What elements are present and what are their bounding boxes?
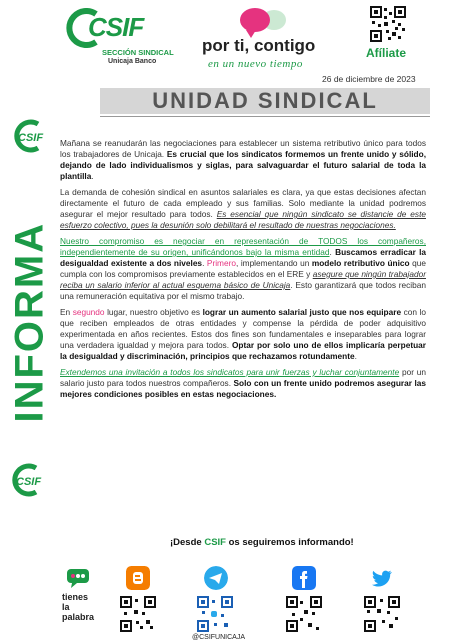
slogan-sub: en un nuevo tiempo bbox=[208, 58, 303, 70]
telegram-icon[interactable] bbox=[204, 566, 228, 590]
qr-code-afiliate-icon[interactable] bbox=[370, 6, 406, 42]
slogan-block bbox=[200, 6, 340, 76]
speech-bubble-icon bbox=[240, 8, 270, 32]
logo-bank: Unicaja Banco bbox=[108, 58, 157, 65]
logo-word: CSIF bbox=[88, 12, 144, 42]
side-logo-word: CSIF bbox=[18, 132, 44, 144]
article-body bbox=[60, 138, 426, 405]
qr-code-twitter-icon[interactable] bbox=[364, 596, 400, 632]
tienes-la-palabra[interactable]: tienes la palabra bbox=[62, 592, 95, 622]
side-logo-word: CSIF bbox=[16, 476, 42, 488]
afiliate-label[interactable]: Afíliate bbox=[366, 46, 407, 60]
qr-code-facebook-icon[interactable] bbox=[286, 596, 322, 632]
blogger-icon[interactable] bbox=[126, 566, 150, 590]
paragraph-2: La demanda de cohesión sindical en asuntos salariales es clara, ya que estas decisiones afectan directamente el futuro de cada empleado y sus familias. Solo mediante la unidad podremos asegurar el mejor resultado para todos. Es esencial que ningún sindicato se distancie de este esfuerzo colectivo, pues la desunión solo debilitará el resultado de nuestras negociaciones. bbox=[60, 187, 426, 230]
logo-section: SECCIÓN SINDICAL bbox=[102, 48, 174, 57]
csif-side-logo-top bbox=[8, 118, 48, 154]
paragraph-4: En segundo lugar, nuestro objetivo es lograr un aumento salarial justo que nos equipare con lo que reciben empleados de otras entidades y compense la pérdida de poder adquisitivo experimentada en años recientes. Estos dos fines son fundamentales e inseparables para lograr una verdadera igualdad y mejora para todos. Optar por solo uno de ellos implicaría perpetuar la desigualdad y discriminación, principios que rechazamos rotundamente. bbox=[60, 307, 426, 361]
title-bar bbox=[100, 88, 430, 114]
page-title: UNIDAD SINDICAL bbox=[152, 88, 378, 113]
title-divider bbox=[100, 116, 430, 117]
csif-logo[interactable] bbox=[62, 8, 172, 78]
footer bbox=[0, 560, 452, 640]
paragraph-1: Mañana se reanudarán las negociaciones para establecer un sistema retributivo único para todos los trabajadores de Unicaja. Es crucial que los sindicatos formemos un frente unido y sólido, dejando de lado individualismos y siglas, para salvaguardar el futuro salarial de toda la plantilla. bbox=[60, 138, 426, 181]
slogan-main: por ti, contigo bbox=[202, 36, 316, 55]
paragraph-3: Nuestro compromiso es negociar en representación de TODOS los compañeros, independientemente de su origen, unificándonos bajo la misma entidad. Buscamos erradicar la desigualdad existente a dos niveles. Primero, implementando un modelo retributivo único que cumpla con los compromisos previamente establecidos en el ERE y asegure que ningún trabajador reciba un salario inferior al actual esquema básico de Unicaja. Esto garantizará que todos reciban una remuneración equitativa por el mismo trabajo. bbox=[60, 236, 426, 301]
paragraph-5: Extendemos una invitación a todos los sindicatos para unir fuerzas y luchar conjuntamente por un salario justo para todos nuestros compañeros. Solo con un frente unido podremos asegurar las mejores condiciones posibles en estas negociaciones. bbox=[60, 367, 426, 399]
informa-label: INFORMA bbox=[7, 221, 52, 423]
header bbox=[0, 0, 452, 84]
document-date: 26 de diciembre de 2023 bbox=[322, 74, 416, 84]
chat-bubble-icon[interactable] bbox=[66, 566, 90, 590]
qr-code-telegram-icon[interactable] bbox=[197, 596, 233, 632]
closing-line: ¡Desde CSIF os seguiremos informando! bbox=[170, 537, 354, 548]
twitter-icon[interactable] bbox=[370, 566, 394, 590]
qr-code-blog-icon[interactable] bbox=[120, 596, 156, 632]
telegram-handle[interactable]: @CSIFUNICAJA bbox=[192, 634, 245, 640]
csif-side-logo-bottom bbox=[6, 462, 46, 498]
facebook-icon[interactable] bbox=[292, 566, 316, 590]
